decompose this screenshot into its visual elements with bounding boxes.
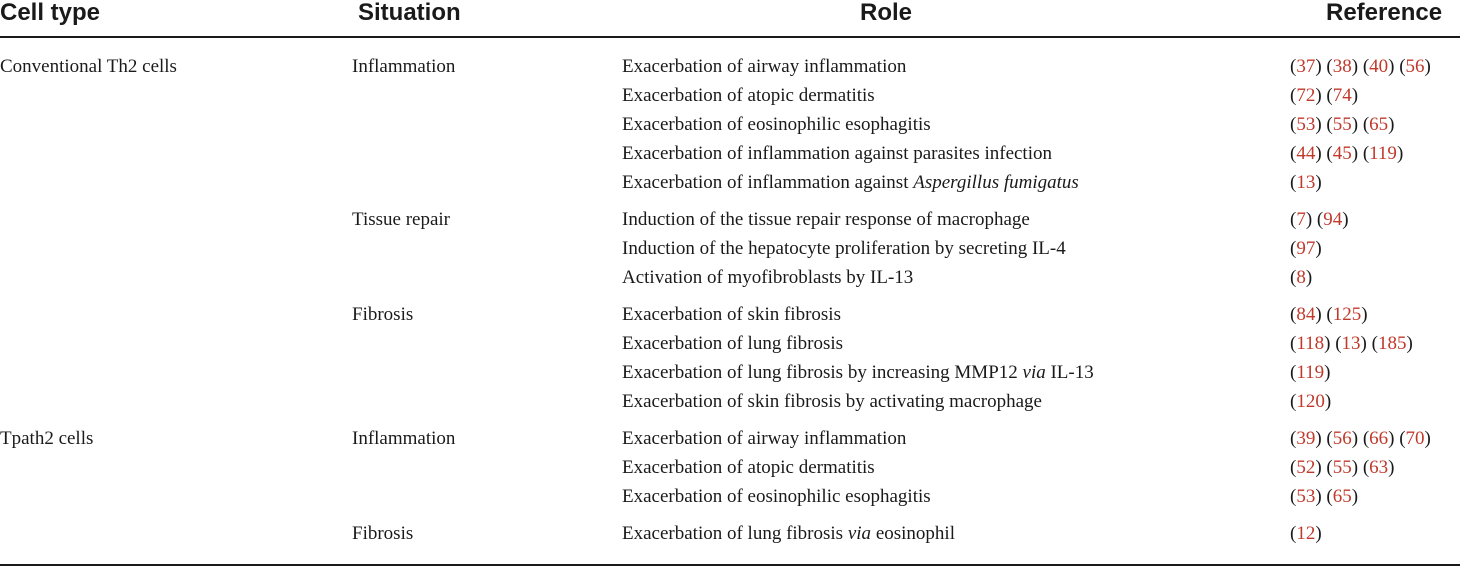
- role-text: [622, 486, 931, 508]
- reference-list: (97): [1290, 238, 1322, 259]
- role-text-segment: Exacerbation of eosinophilic esophagitis: [622, 114, 931, 135]
- reference-list: (119): [1290, 362, 1331, 383]
- role-text: [622, 457, 875, 479]
- role-text: [622, 333, 843, 355]
- role-text-segment: Exacerbation of atopic dermatitis: [622, 457, 875, 478]
- role-text-segment: Exacerbation of lung fibrosis: [622, 523, 848, 544]
- role-text-italic: via: [1022, 362, 1046, 383]
- role-text: [622, 391, 1042, 413]
- reference-list: (44) (45) (119): [1290, 143, 1404, 164]
- reference-link[interactable]: 13: [1296, 172, 1316, 193]
- role-text: [622, 304, 841, 326]
- reference-link[interactable]: 66: [1369, 428, 1389, 449]
- reference-link[interactable]: 84: [1296, 304, 1316, 325]
- reference-list: (7) (94): [1290, 209, 1349, 230]
- reference-link[interactable]: 37: [1296, 56, 1316, 77]
- situation-label: Inflammation: [352, 428, 456, 449]
- reference-link[interactable]: 70: [1405, 428, 1425, 449]
- role-text-italic: via: [847, 523, 872, 544]
- role-text: [622, 523, 955, 545]
- header-rule: [0, 36, 1460, 38]
- reference-list: (39) (56) (66) (70): [1290, 428, 1431, 449]
- role-text-segment: Exacerbation of skin fibrosis by activating macrophage: [622, 391, 1042, 412]
- role-text: [622, 56, 906, 78]
- reference-link[interactable]: 38: [1332, 56, 1352, 77]
- reference-link[interactable]: 56: [1332, 428, 1352, 449]
- situation-label: Fibrosis: [352, 523, 414, 544]
- reference-link[interactable]: 74: [1332, 85, 1352, 106]
- reference-list: (84) (125): [1290, 304, 1368, 325]
- reference-link[interactable]: 125: [1332, 304, 1362, 325]
- reference-link[interactable]: 45: [1332, 143, 1352, 164]
- role-text-segment: IL-13: [1045, 362, 1094, 383]
- reference-link[interactable]: 44: [1296, 143, 1316, 164]
- reference-list: (37) (38) (40) (56): [1290, 56, 1431, 77]
- role-text: [622, 114, 931, 136]
- header-reference: Reference: [1326, 0, 1443, 26]
- role-text-segment: eosinophil: [871, 523, 955, 544]
- reference-link[interactable]: 7: [1296, 209, 1306, 230]
- role-text-segment: Induction of the tissue repair response of macrophage: [622, 209, 1030, 230]
- reference-list: (12): [1290, 523, 1322, 544]
- role-text-segment: Activation of myofibroblasts by IL-13: [622, 267, 914, 288]
- role-text: [622, 238, 1066, 260]
- role-text-segment: Induction of the hepatocyte proliferation by secreting IL-4: [622, 238, 1066, 259]
- role-text: [622, 209, 1030, 231]
- role-text: [622, 143, 1052, 165]
- reference-link[interactable]: 56: [1405, 56, 1425, 77]
- reference-link[interactable]: 53: [1296, 114, 1316, 135]
- reference-list: (72) (74): [1290, 85, 1359, 106]
- role-text-segment: Exacerbation of lung fibrosis: [622, 333, 844, 354]
- reference-list: (53) (55) (65): [1290, 114, 1395, 135]
- role-text-italic: Aspergillus fumigatus: [913, 172, 1079, 193]
- reference-link[interactable]: 119: [1296, 362, 1325, 383]
- role-text-segment: Exacerbation of airway inflammation: [622, 56, 907, 77]
- reference-list: (13): [1290, 172, 1322, 193]
- reference-link[interactable]: 8: [1296, 267, 1306, 288]
- reference-link[interactable]: 72: [1296, 85, 1316, 106]
- reference-list: (52) (55) (63): [1290, 457, 1395, 478]
- reference-link[interactable]: 65: [1332, 486, 1352, 507]
- reference-link[interactable]: 185: [1377, 333, 1407, 354]
- reference-link[interactable]: 53: [1296, 486, 1316, 507]
- cell-type-label: Conventional Th2 cells: [0, 56, 177, 77]
- situation-label: Fibrosis: [352, 304, 414, 325]
- reference-link[interactable]: 13: [1341, 333, 1361, 354]
- reference-link[interactable]: 12: [1296, 523, 1316, 544]
- role-text-segment: Exacerbation of airway inflammation: [622, 428, 907, 449]
- role-text-segment: Exacerbation of inflammation against parasites infection: [622, 143, 1052, 164]
- reference-link[interactable]: 118: [1296, 333, 1325, 354]
- reference-link[interactable]: 55: [1332, 457, 1352, 478]
- role-text: [622, 428, 906, 450]
- reference-link[interactable]: 40: [1369, 56, 1389, 77]
- role-text: [622, 362, 1094, 384]
- reference-link[interactable]: 94: [1323, 209, 1343, 230]
- bottom-rule: [0, 564, 1460, 566]
- role-text-segment: Exacerbation of lung fibrosis by increasing MMP12: [622, 362, 1023, 383]
- reference-list: (120): [1290, 391, 1332, 412]
- reference-link[interactable]: 119: [1369, 143, 1397, 164]
- reference-list: (8): [1290, 267, 1313, 288]
- reference-link[interactable]: 63: [1369, 457, 1389, 478]
- reference-list: (53) (65): [1290, 486, 1359, 507]
- role-text: [622, 85, 875, 107]
- situation-label: Tissue repair: [352, 209, 450, 230]
- situation-label: Inflammation: [352, 56, 456, 77]
- role-text-segment: Exacerbation of inflammation against: [622, 172, 914, 193]
- cell-type-label: Tpath2 cells: [0, 428, 94, 449]
- reference-link[interactable]: 120: [1296, 391, 1325, 412]
- reference-list: (118) (13) (185): [1290, 333, 1413, 354]
- role-text-segment: Exacerbation of atopic dermatitis: [622, 85, 875, 106]
- role-text-segment: Exacerbation of eosinophilic esophagitis: [622, 486, 931, 507]
- role-text-segment: Exacerbation of skin fibrosis: [622, 304, 841, 325]
- role-text: [622, 267, 913, 289]
- header-cell-type: Cell type: [0, 0, 101, 26]
- reference-link[interactable]: 52: [1296, 457, 1316, 478]
- header-role: Role: [860, 0, 913, 26]
- reference-link[interactable]: 65: [1369, 114, 1389, 135]
- role-text: [622, 172, 1079, 194]
- reference-link[interactable]: 39: [1296, 428, 1316, 449]
- reference-link[interactable]: 97: [1296, 238, 1316, 259]
- header-situation: Situation: [358, 0, 461, 26]
- reference-link[interactable]: 55: [1332, 114, 1352, 135]
